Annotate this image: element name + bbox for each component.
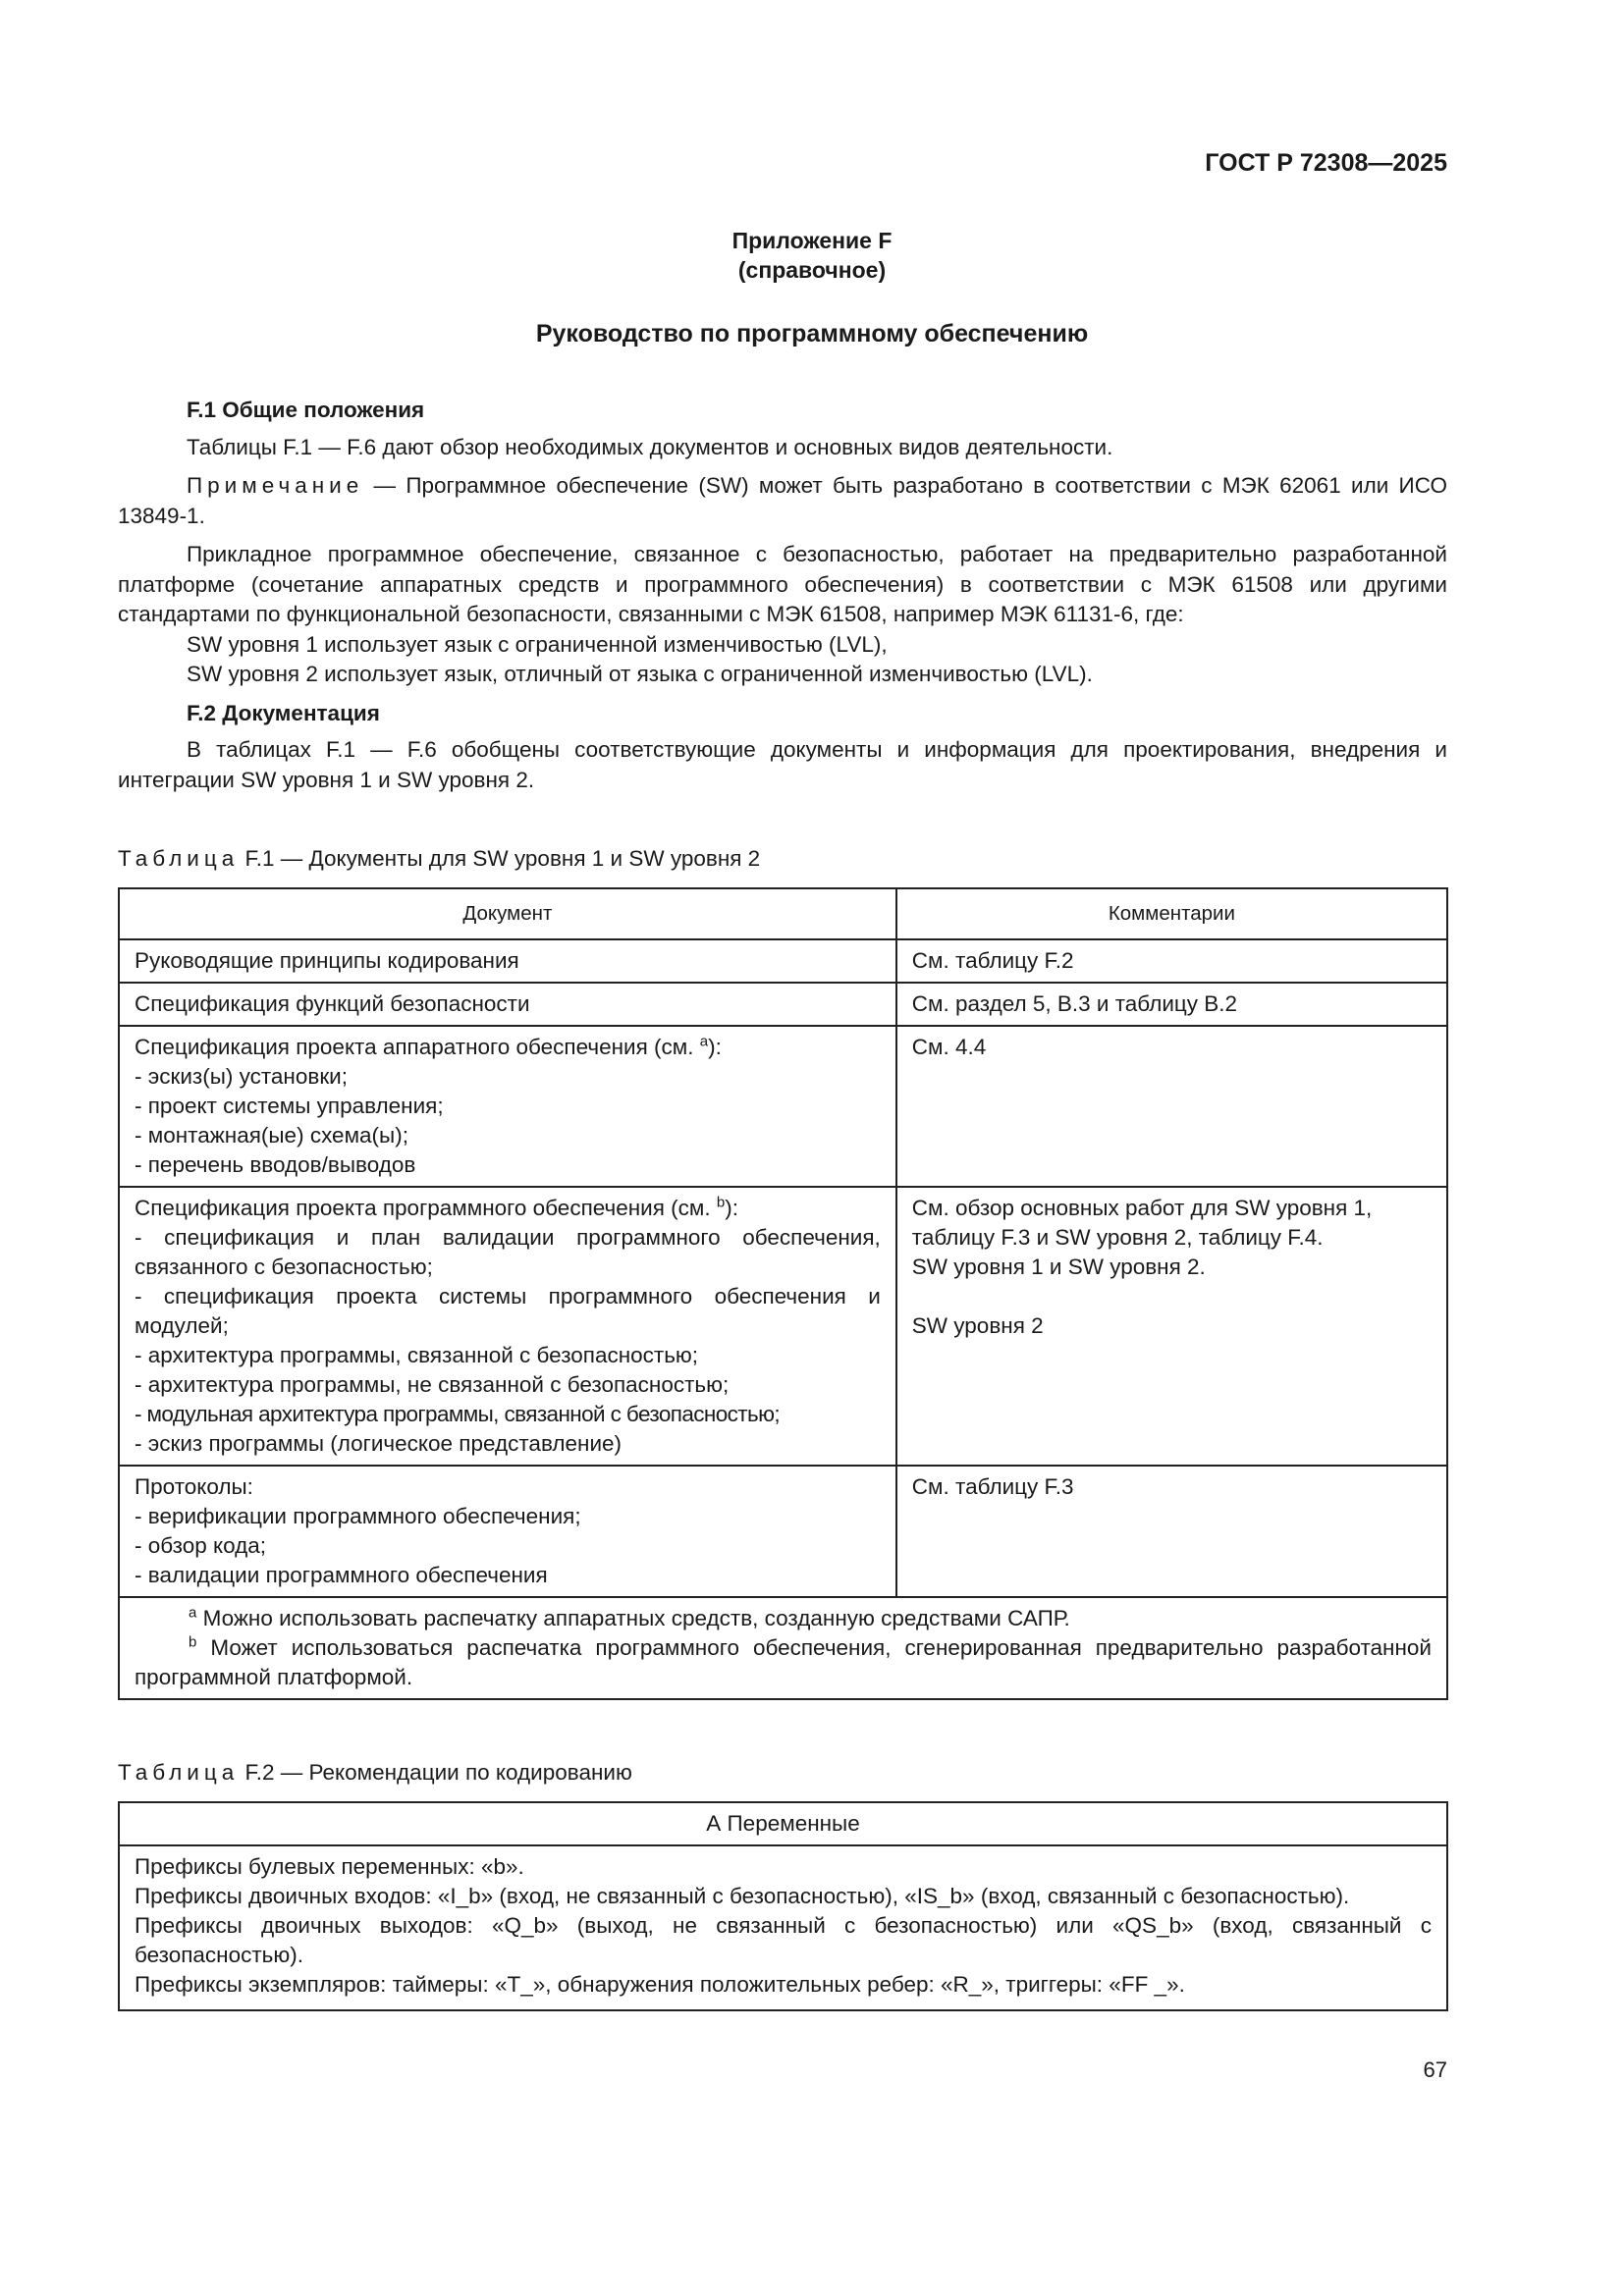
comment-line: См. обзор основных работ для SW уровня 1, таблицу F.3 и SW уровня 2, таблицу F.4. [911,1196,1373,1250]
table-cell-doc [119,1026,896,1187]
cell-text: Спецификация проекта программного обеспечения (см. [135,1196,717,1220]
sw-level-1-line: SW уровня 1 использует язык с ограниченной изменчивостью (LVL), [187,631,888,657]
list-item: Префиксы двоичных выходов: «Q_b» (выход, не связанный с безопасностью) или «QS_b» (вход, связанный с безопасностью). [135,1913,1432,1967]
list-item: - перечень вводов/выводов [135,1152,416,1177]
list-item: Префиксы булевых переменных: «b». [135,1854,524,1879]
list-item: - архитектура программы, не связанной с безопасностью; [135,1372,730,1397]
table-row [119,939,1447,983]
footnote-b [135,1633,1432,1692]
table-row [119,1187,1447,1466]
table-cell-comment: См. таблицу F.2 [896,939,1447,983]
comment-line: SW уровня 1 и SW уровня 2. [911,1255,1206,1279]
table-cell-doc [119,1187,896,1466]
table-row [119,1026,1447,1187]
annex-status: (справочное) [737,257,887,283]
annex-heading [0,226,1624,285]
list-item: Префиксы двоичных входов: «I_b» (вход, не связанный с безопасностью), «IS_b» (вход, связанный с безопасностью). [135,1884,1350,1908]
list-item: - верификации программного обеспечения; [135,1504,581,1528]
note-label: Примечание [187,473,364,498]
list-item: - модульная архитектура программы, связанной с безопасностью; [135,1402,781,1426]
table-f1-footnotes [119,1597,1447,1699]
list-item: - проект системы управления; [135,1094,444,1118]
table-f1-col-comments: Комментарии [896,888,1447,939]
table-f1 [118,887,1448,1700]
table-f2-header-row [119,1802,1447,1845]
standard-id: ГОСТ Р 72308—2025 [1205,149,1447,177]
table-cell-comment: См. 4.4 [896,1026,1447,1187]
note-text: — Программное обеспечение (SW) может быть разработано в соответствии с МЭК 62061 или ИСО 13849-1. [118,473,1447,528]
list-item: Протоколы: [135,1474,253,1499]
table-f1-col-document: Документ [119,888,896,939]
table-f2-body [119,1845,1447,2010]
list-item: - эскиз(ы) установки; [135,1064,348,1089]
table-f2 [118,1801,1448,2011]
footnote-ref: b [716,1194,726,1211]
footnote-text: Можно использовать распечатку аппаратных средств, созданную средствами САПР. [196,1606,1070,1630]
footnote-text: Может использоваться распечатка программного обеспечения, сгенерированная предварительно разработанной программной платформой. [135,1635,1432,1689]
table-f2-caption-text: F.2 — Рекомендации по кодированию [239,1760,632,1785]
section-f1-para1: Таблицы F.1 — F.6 дают обзор необходимых документов и основных видов деятельности. [187,434,1113,459]
footnote-mark: a [189,1604,197,1622]
table-cell-doc: Спецификация функций безопасности [119,983,896,1026]
list-item: - спецификация и план валидации программного обеспечения, связанного с безопасностью; [135,1225,881,1279]
list-item: - спецификация проекта системы программного обеспечения и модулей; [135,1284,881,1338]
sw-level-2-line: SW уровня 2 использует язык, отличный от языка с ограниченной изменчивостью (LVL). [187,662,1093,686]
table-f1-header-row [119,888,1447,939]
section-f2-heading: F.2 Документация [187,700,380,725]
list-item: - валидации программного обеспечения [135,1563,548,1587]
section-f1 [118,396,1447,795]
comment-line: SW уровня 2 [911,1313,1044,1338]
footnote-ref: a [699,1033,709,1050]
table-f2-header: А Переменные [119,1802,1447,1845]
list-item: - обзор кода; [135,1533,267,1558]
section-f1-heading: F.1 Общие положения [187,398,425,422]
table-f1-caption-text: F.1 — Документы для SW уровня 1 и SW уровня 2 [239,846,761,871]
list-item: - эскиз программы (логическое представление) [135,1431,623,1456]
table-row [119,983,1447,1026]
page-number: 67 [1423,2057,1447,2082]
table-cell-comment: См. раздел 5, B.3 и таблицу B.2 [896,983,1447,1026]
cell-text: ): [708,1035,722,1059]
list-item: - монтажная(ые) схема(ы); [135,1123,408,1148]
table-footnotes-cell [119,1597,1447,1699]
list-item: - архитектура программы, связанной с безопасностью; [135,1343,699,1367]
table-f2-caption [118,1760,632,1786]
table-row [119,1845,1447,2010]
annex-label: Приложение F [731,228,893,253]
table-cell-doc: Руководящие принципы кодирования [119,939,896,983]
table-cell-doc [119,1466,896,1597]
table-row [119,1466,1447,1597]
table-f1-caption [118,846,760,872]
cell-text: Спецификация проекта аппаратного обеспечения (см. [135,1035,700,1059]
annex-title: Руководство по программному обеспечению [535,320,1089,347]
footnote-mark: b [189,1633,197,1651]
section-f2-para1: В таблицах F.1 — F.6 обобщены соответствующие документы и информация для проектирования, внедрения и интеграции SW уровня 1 и SW уровня 2. [118,737,1447,792]
section-f1-note [118,471,1447,531]
table-cell-comment [896,1187,1447,1466]
section-f1-para2: Прикладное программное обеспечение, связанное с безопасностью, работает на предварительно разработанной платформе (сочетание аппаратных средств и программного обеспечения) в соответствии с МЭК 61508 или другими стандартами по функциональной безопасности, связанными с МЭК 61508, например МЭК 61131-6, где: [118,542,1447,626]
table-cell-comment: См. таблицу F.3 [896,1466,1447,1597]
table-f1-caption-label: Таблица [118,846,240,871]
table-f2-caption-label: Таблица [118,1760,240,1785]
cell-text: ): [725,1196,738,1220]
footnote-a [135,1604,1432,1633]
list-item: Префиксы экземпляров: таймеры: «T_», обнаружения положительных ребер: «R_», триггеры: «FF _». [135,1972,1185,1997]
